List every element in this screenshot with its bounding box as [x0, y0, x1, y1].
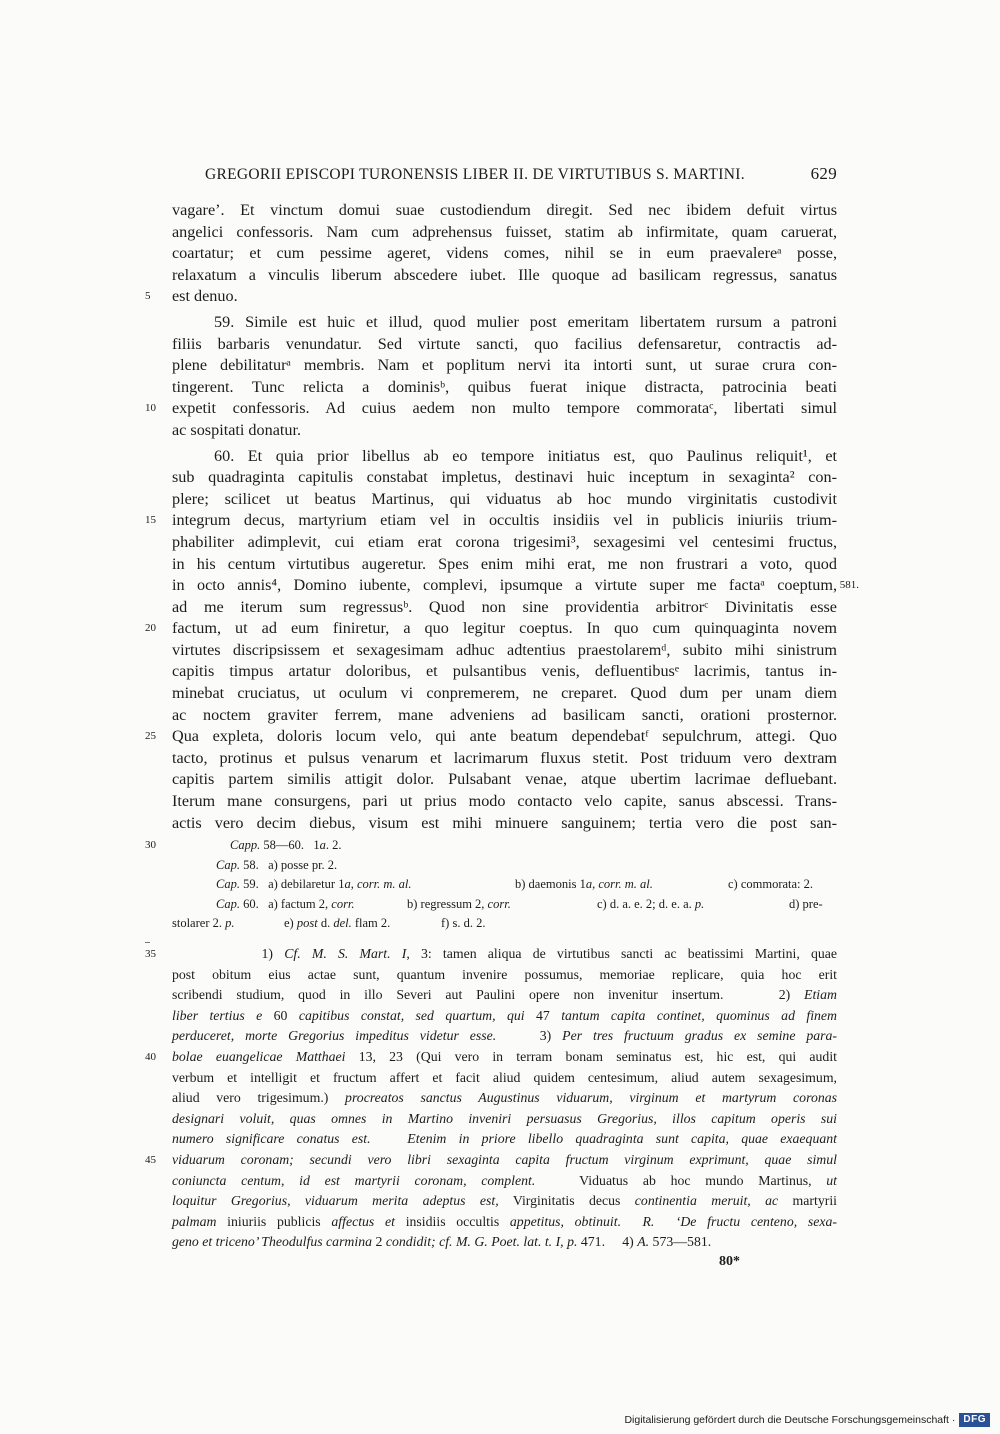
text-line	[145, 510, 837, 532]
footnote-text: loquitur Gregorius, viduarum merita adeptus est, Virginitatis decus continentia meruit, ac martyrii	[172, 1193, 837, 1209]
text-line	[145, 286, 837, 308]
funding-text: Digitalisierung gefördert durch die Deutsche Forschungsgemeinschaft ·	[624, 1414, 956, 1426]
footnote-text: aliud vero trigesimum.) procreatos sanctus Augustinus viduarum, virginum et martyrum coronas	[172, 1090, 838, 1106]
line-number: 45	[145, 1153, 156, 1166]
text-line	[172, 532, 837, 554]
line-text: expetit confessoris. Ad cuius aedem non multo tempore commorataᶜ, libertati simul	[172, 399, 837, 418]
text-line	[145, 726, 837, 748]
text-line	[172, 597, 837, 619]
footnote-line	[172, 1232, 837, 1253]
text-line	[172, 554, 837, 576]
line-text: sub quadraginta capitulis constabat impletus, destinavi huic inceptum in sexaginta² con-	[172, 468, 837, 487]
line-number: 5	[145, 290, 151, 303]
footnote-line	[172, 965, 837, 986]
text-line	[172, 640, 837, 662]
footnote-text: bolae euangelicae Matthaei 13, 23 (Qui vero in terram bonam seminatus est, hic est, qui audit	[172, 1048, 837, 1064]
line-text: plere; scilicet ut beatus Martinus, qui viduatus ab hoc mundo virginitatis custodivit	[172, 489, 837, 508]
text-line	[172, 769, 837, 791]
text-line	[145, 618, 837, 640]
footnote-line	[172, 1026, 837, 1047]
line-text: capitis timpus artatur doloribus, et pulsantibus venis, defluentibusᵉ lacrimis, tantus in-	[172, 662, 837, 681]
line-text: ac noctem graviter ferrem, mane adveniens ad basilicam sancti, orationi prosternor.	[172, 705, 837, 724]
text-line	[172, 705, 837, 727]
margin-tick	[145, 942, 150, 943]
line-text: tingerent. Tunc relicta a dominisᵇ, quibus fuerat inique distracta, patrocinia beati	[172, 377, 837, 396]
text-line	[172, 243, 837, 265]
line-text: 60. Et quia prior libellus ab eo tempore initiatus est, quo Paulinus reliquit¹, et	[214, 446, 837, 465]
line-text: capitis partem similis attigit dolor. Pulsabant venae, atque ubertim lacrimae defluebant.	[172, 770, 837, 789]
text-line	[172, 334, 837, 356]
footnote-line	[172, 1068, 837, 1089]
dfg-logo: DFG	[959, 1413, 990, 1427]
footnote-text: 1) Cf. M. S. Mart. I, 3: tamen aliqua de virtutibus sancti ac beatissimi Martini, quae	[172, 946, 837, 961]
line-number: 30	[145, 839, 156, 851]
text-line	[172, 420, 837, 442]
line-text: actis vero decim diebus, visum est mihi minuere sanguinem; tertia vero die post san-	[172, 813, 837, 832]
text-line	[172, 575, 859, 597]
footnote-line	[172, 985, 837, 1006]
margin-date: 581.	[839, 579, 859, 592]
footnote-line	[172, 1088, 837, 1109]
text-line	[172, 748, 837, 770]
apparatus-line	[172, 875, 837, 895]
line-text: in octo annis⁴, Domino iubente, complevi, ipsumque a virtute super me factaᵃ coeptum,	[172, 576, 837, 595]
line-text: ad me iterum sum regressusᵇ. Quod non sine providentia arbitrorᶜ Divinitatis esse	[172, 597, 837, 616]
footnote-text: coniuncta centum, id est martyrii coronam, complent. Viduatus ab hoc mundo Martinus, ut	[172, 1172, 838, 1188]
text-line	[172, 355, 837, 377]
footnotes	[145, 944, 838, 1253]
line-number: 15	[145, 514, 156, 527]
text-line	[172, 377, 837, 399]
line-text: plene debilitaturᵃ membris. Nam et poplitum nervi ita intorti sunt, ut surae crura con-	[172, 356, 837, 375]
text-line	[145, 398, 837, 420]
apparatus-line	[172, 914, 837, 934]
sheet-signature: 80*	[719, 1254, 740, 1269]
critical-apparatus	[145, 836, 837, 934]
apparatus-text: Capp. 58—60. 1a. 2.	[230, 838, 342, 852]
text-line	[172, 813, 837, 835]
footnote-text: designari voluit, quas omnes in Martino inveniri persuasus Gregorius, illos capitum operis sui	[172, 1110, 837, 1126]
running-header	[205, 164, 837, 188]
line-number: 40	[145, 1050, 156, 1063]
running-title: GREGORII EPISCOPI TURONENSIS LIBER II. DE VIRTUTIBUS S. MARTINI.	[205, 166, 745, 183]
line-text: in his centum virtutibus augeretur. Spes enim mihi erat, me non frustrari a voto, quod	[172, 554, 837, 573]
line-text: ac sospitati donatur.	[172, 420, 302, 439]
text-line	[172, 791, 837, 813]
line-number: 10	[145, 402, 156, 415]
line-number: 20	[145, 622, 156, 635]
line-text: angelici confessoris. Nam cum adprehensus fuisset, statim ab infirmitate, quam caruerat,	[172, 222, 837, 241]
line-number: 35	[145, 948, 156, 960]
text-line	[172, 489, 837, 511]
line-text: factum, ut ad eum finiretur, a quo legitur coeptus. In quo cum quinquaginta novem	[172, 619, 837, 638]
text-line	[172, 446, 837, 468]
footnote-line	[172, 1212, 837, 1233]
apparatus-text: stolarer 2. p. e) post d. del. flam 2. f) s. d. 2.	[172, 916, 486, 930]
line-text: filiis barbaris venundatur. Sed virtute sancti, quo facilius defensaretur, contractis ad-	[172, 334, 837, 353]
footnote-line	[172, 1171, 837, 1192]
text-line	[172, 265, 837, 287]
footnote-line	[145, 944, 837, 965]
footnote-text: palmam iniuriis publicis affectus et insidiis occultis appetitus, obtinuit. R. ‘De fructu centeno, sexa-	[172, 1213, 837, 1229]
line-text: Qua expleta, doloris locum velo, qui ante beatum dependebatᶠ sepulchrum, attegi. Quo	[172, 727, 837, 746]
footnote-text: scribendi studium, quod in illo Severi aut Paulini opere non invenitur insertum. 2) Etiam	[172, 987, 837, 1003]
main-text	[145, 200, 859, 834]
footnote-text: verbum et intelligit et fructum affert et facit aliud quidem centesimum, aliud autem sexagesimum,	[172, 1069, 837, 1085]
text-line	[172, 200, 837, 222]
text-line	[172, 661, 837, 683]
footnote-text: perduceret, morte Gregorius impeditus videtur esse. 3) Per tres fructuum gradus ex semine para-	[172, 1028, 837, 1044]
apparatus-text: Cap. 59. a) debilaretur 1a, corr. m. al. b) daemonis 1a, corr. m. al. c) commorata: 2.	[216, 877, 814, 891]
line-text: virtutes discripsissem et sexagesimam adhuc adtentius praestolaremᵈ, subito mihi sinistrum	[172, 640, 837, 659]
line-text: Iterum mane consurgens, pari ut prius modo contacto velo capite, sanus abscessi. Trans-	[172, 792, 837, 811]
line-number: 25	[145, 730, 156, 743]
apparatus-text: Cap. 58. a) posse pr. 2.	[216, 857, 338, 872]
apparatus-line	[172, 856, 837, 876]
text-line	[172, 312, 837, 334]
text-line	[172, 683, 837, 705]
line-text: tacto, protinus et pulsus venarum et lacrimarum fluxus stetit. Post triduum vero dextram	[172, 748, 837, 767]
footnote-line	[172, 1109, 837, 1130]
footnote-text: numero significare conatus est. Etenim in priore libello quadraginta sunt capita, quae exaequant	[172, 1131, 837, 1147]
funding-footer	[605, 1412, 990, 1428]
line-text: minebat cruciatus, ut oculum vi conpremerem, ne creparet. Quod dum per unam diem	[172, 684, 837, 703]
footnote-line	[172, 1006, 837, 1027]
line-text: vagare’. Et vinctum domui suae custodiendum diregit. Sed nec ibidem defuit virtus	[172, 201, 837, 219]
footnote-text: post obitum eius actae sunt, quantum invenire possumus, memoriae replicare, quia hoc erit	[172, 966, 837, 982]
text-line	[172, 222, 837, 244]
apparatus-line	[145, 836, 837, 856]
line-text: 59. Simile est huic et illud, quod mulier post emeritam libertatem rursum a patroni	[214, 312, 837, 331]
page-number: 629	[810, 164, 837, 183]
footnote-text: liber tertius e 60 capitibus constat, sed quartum, qui 47 tantum capita continet, quominus ad finem	[172, 1007, 838, 1023]
footnote-text: geno et triceno’ Theodulfus carmina 2 condidit; cf. M. G. Poet. lat. t. I, p. 471. 4) A. 573—581.	[172, 1234, 712, 1250]
footnote-line	[172, 1129, 837, 1150]
line-text: est denuo.	[172, 287, 238, 306]
footnote-line	[145, 1047, 837, 1068]
line-text: coartatur; et cum pessime ageret, videns comes, nihil se in eum praevalereᵃ posse,	[172, 244, 837, 263]
apparatus-line	[172, 895, 837, 915]
footnote-line	[172, 1191, 837, 1212]
text-line	[172, 467, 837, 489]
apparatus-text: Cap. 60. a) factum 2, corr. b) regressum 2, corr. c) d. a. e. 2; d. e. a. p. d) pre-	[216, 896, 823, 911]
footnote-line	[145, 1150, 837, 1171]
line-text: integrum decus, martyrium etiam vel in occultis insidiis vel in publicis iniuriis trium-	[172, 511, 837, 530]
line-text: relaxatum a vinculis liberum abscedere iubet. Ille quoque ad basilicam regressus, sanatus	[172, 265, 837, 284]
line-text: phabiliter adimplevit, cui etiam erat corona trigesimi³, sexagesimi vel centesimi fructus,	[172, 532, 837, 551]
footnote-text: viduarum coronam; secundi vero libri sexaginta capita fructum virginum exprimunt, quae simul	[172, 1151, 837, 1167]
